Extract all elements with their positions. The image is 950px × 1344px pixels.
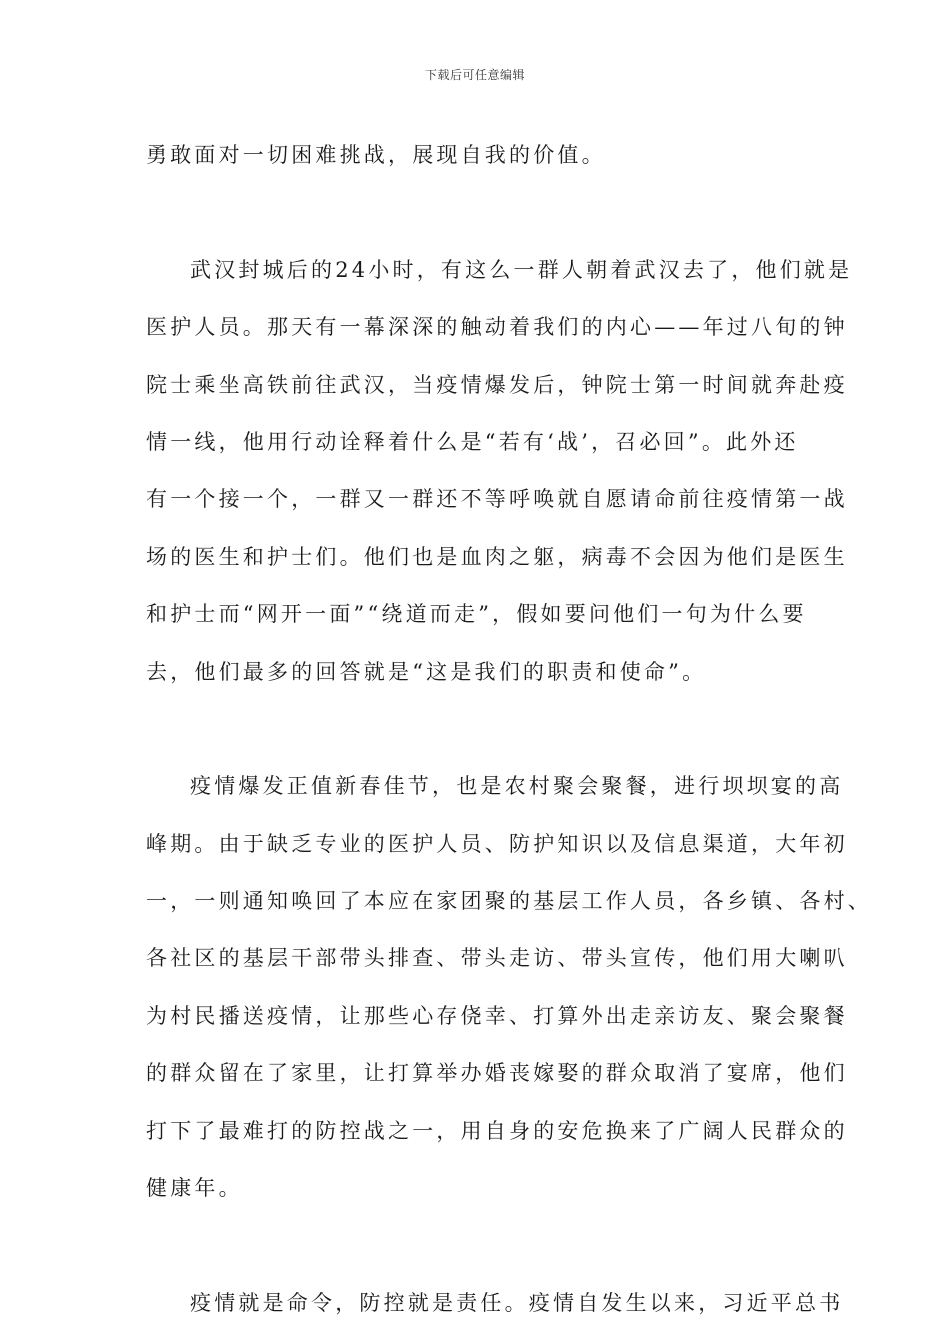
text-line: 医护人员。那天有一幕深深的触动着我们的内心——年过八旬的钟 (146, 315, 848, 340)
text-line: 场的医生和护士们。他们也是血肉之躯，病毒不会因为他们是医生 (146, 544, 848, 569)
paragraph-gap (146, 1217, 806, 1274)
document-body (146, 127, 872, 1332)
paragraph-first-line: 武汉封城后的24小时，有这么一群人朝着武汉去了，他们就是 (190, 257, 853, 282)
text-line: 勇敢面对一切困难挑战，展现自我的价值。 (146, 143, 606, 167)
paragraph-first-line: 疫情就是命令，防控就是责任。疫情自发生以来，习近平总书 (190, 1290, 844, 1315)
text-line: 情一线，他用行动诠释着什么是“若有‘战’，召必回”。此外还 (146, 429, 799, 454)
text-line: 健康年。 (146, 1176, 243, 1201)
text-line: 一，一则通知唤回了本应在家团聚的基层工作人员，各乡镇、各村、 (146, 889, 872, 914)
paragraph-gap (146, 701, 806, 758)
text-line: 各社区的基层干部带头排查、带头走访、带头宣传，他们用大喇叭 (146, 946, 848, 971)
text-line: 有一个接一个，一群又一群还不等呼唤就自愿请命前往疫情第一战 (146, 487, 848, 512)
text-line: 院士乘坐高铁前往武汉，当疫情爆发后，钟院士第一时间就奔赴疫 (146, 372, 848, 397)
paragraph-first-line: 疫情爆发正值新春佳节，也是农村聚会聚餐，进行坝坝宴的高 (190, 774, 844, 799)
paragraph-gap (146, 184, 806, 241)
text-line: 为村民播送疫情，让那些心存侥幸、打算外出走亲访友、聚会聚餐 (146, 1003, 848, 1028)
text-line: 和护士而“网开一面”“绕道而走”，假如要问他们一句为什么要 (146, 602, 807, 627)
text-line: 去，他们最多的回答就是“这是我们的职责和使命”。 (146, 659, 707, 684)
page-header: 下载后可任意编辑 (424, 68, 525, 82)
text-line: 打下了最难打的防控战之一，用自身的安危换来了广阔人民群众的 (146, 1118, 848, 1143)
text-line: 峰期。由于缺乏专业的医护人员、防护知识以及信息渠道，大年初 (146, 831, 848, 856)
text-line: 的群众留在了家里，让打算举办婚丧嫁娶的群众取消了宴席，他们 (146, 1061, 848, 1086)
